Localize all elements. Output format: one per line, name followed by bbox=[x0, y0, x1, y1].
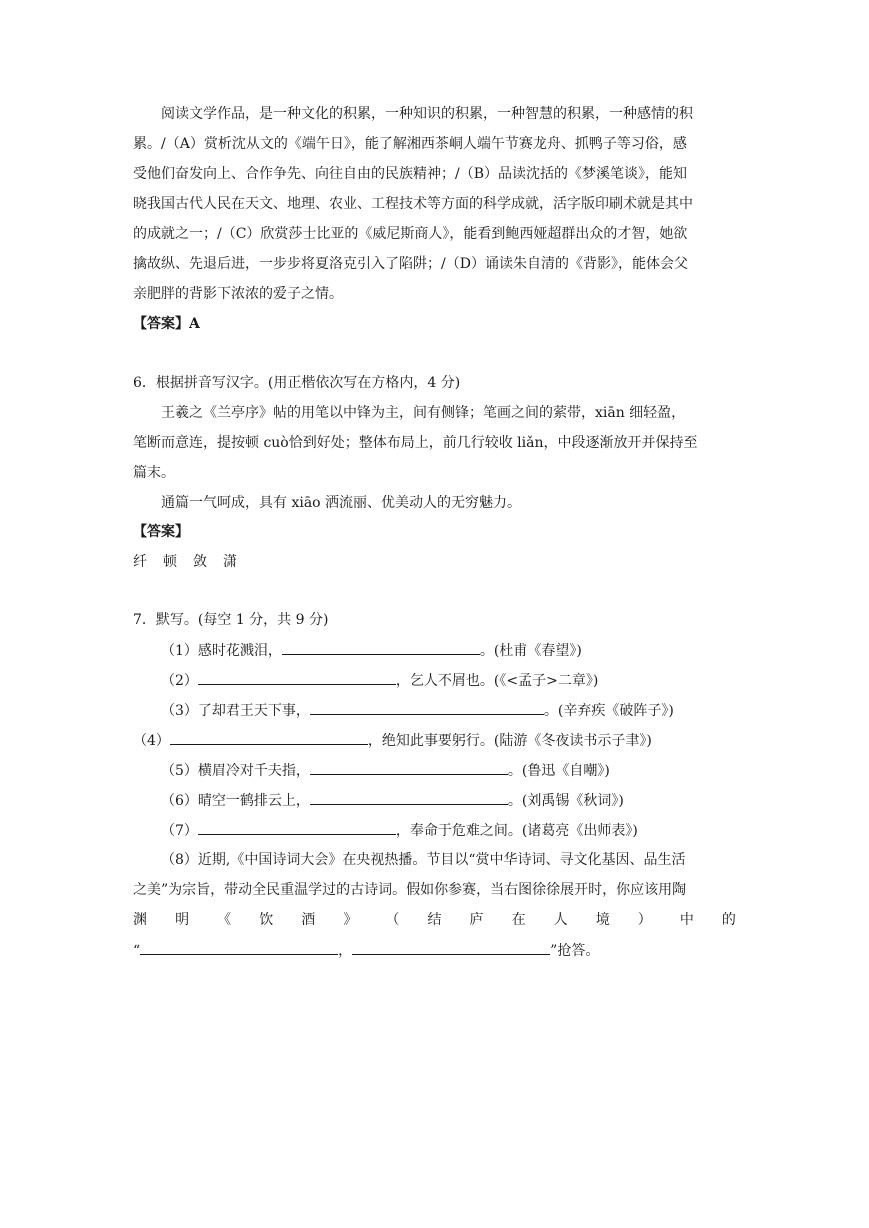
q7-item-8-token: 酒 bbox=[301, 912, 316, 928]
q7-item-8-line-3 bbox=[133, 910, 736, 930]
q7-item-4-pre: （4） bbox=[133, 733, 170, 749]
q7-item-5-pre: （5）横眉冷对千夫指， bbox=[161, 763, 310, 779]
q7-item-8-token: 饮 bbox=[259, 912, 274, 928]
answer-blank[interactable] bbox=[310, 700, 544, 715]
q7-item-3 bbox=[161, 700, 674, 721]
q7-item-8-token: 人 bbox=[553, 912, 568, 928]
q7-item-2-pre: （2） bbox=[161, 673, 198, 689]
q6-answer-label: 【答案】 bbox=[133, 524, 189, 540]
q7-item-6-post: 。(刘禹锡《秋词》) bbox=[507, 793, 624, 809]
q6-answer-4: 潇 bbox=[223, 554, 237, 570]
answer-blank[interactable] bbox=[170, 730, 368, 745]
answer-blank[interactable] bbox=[352, 940, 550, 955]
passage-line-7: 亲肥胖的背影下浓浓的爱子之情。 bbox=[133, 286, 343, 302]
passage-line-1: 阅读文学作品，是一种文化的积累，一种知识的积累，一种智慧的积累，一种感情的积 bbox=[161, 106, 693, 122]
q7-item-7-pre: （7） bbox=[161, 823, 198, 839]
answer-blank[interactable] bbox=[198, 820, 396, 835]
passage-line-3: 受他们奋发向上、合作争先、向往自由的民族精神；/（B）品读沈括的《梦溪笔谈》，能知 bbox=[133, 166, 688, 182]
q7-item-2-post: ，乞人不屑也。(《<孟子>二章》) bbox=[395, 673, 599, 689]
q7-item-8-token: 明 bbox=[175, 912, 190, 928]
q7-item-8-token: ） bbox=[637, 912, 652, 928]
q7-item-8-line-2: 之美”为宗旨，带动全民重温学过的古诗词。假如你参赛，当右图徐徐展开时，你应该用陶 bbox=[133, 882, 687, 898]
q7-item-8-token: 境 bbox=[595, 912, 610, 928]
q7-item-4-post: ，绝知此事要躬行。(陆游《冬夜读书示子聿》) bbox=[367, 733, 652, 749]
q7-title: 7．默写。(每空 1 分，共 9 分) bbox=[133, 612, 329, 628]
q7-item-8-line-1: （8）近期,《中国诗词大会》在央视热播。节目以“赏中华诗词、寻文化基因、品生活 bbox=[161, 852, 686, 868]
q7-item-8-token: 庐 bbox=[469, 912, 484, 928]
answer-blank[interactable] bbox=[198, 670, 396, 685]
answer-blank[interactable] bbox=[310, 760, 508, 775]
q7-item-1-post: 。(杜甫《春望》) bbox=[479, 643, 582, 659]
q7-item-8-token: 的 bbox=[721, 912, 736, 928]
q7-item-8-token: 结 bbox=[427, 912, 442, 928]
passage-line-5: 的成就之一；/（C）欣赏莎士比亚的《威尼斯商人》，能看到鲍西娅超群出众的才智，她欲 bbox=[133, 226, 688, 242]
q7-item-8-token: 中 bbox=[679, 912, 694, 928]
passage-line-2: 累。/（A）赏析沈从文的《端午日》，能了解湘西茶峒人端午节赛龙舟、抓鸭子等习俗，感 bbox=[133, 136, 687, 152]
q6-line-1: 王羲之《兰亭序》帖的用笔以中锋为主，间有侧锋；笔画之间的萦带，xiān 细轻盈， bbox=[161, 405, 686, 421]
q6-answer-2: 顿 bbox=[163, 554, 177, 570]
q7-item-8-token: 》 bbox=[343, 912, 358, 928]
comma: ， bbox=[338, 943, 353, 959]
q6-line-2: 笔断而意连，提按顿 cuò恰到好处；整体布局上，前几行较收 liǎn，中段逐渐放开并保持至 bbox=[133, 435, 698, 451]
q7-item-1-pre: （1）感时花溅泪， bbox=[161, 643, 282, 659]
answer-blank[interactable] bbox=[140, 940, 338, 955]
q7-item-1 bbox=[161, 640, 582, 661]
q7-item-5 bbox=[161, 760, 610, 781]
q7-item-8-line-4 bbox=[133, 940, 599, 961]
passage-line-4: 晓我国古代人民在天文、地理、农业、工程技术等方面的科学成就，活字版印刷术就是其中 bbox=[133, 196, 693, 212]
q6-answer-3: 敛 bbox=[193, 554, 207, 570]
q6-line-3: 篇末。 bbox=[133, 465, 175, 481]
q7-item-8-token: 在 bbox=[511, 912, 526, 928]
answer-blank[interactable] bbox=[282, 640, 480, 655]
q7-item-8-token: 渊 bbox=[133, 912, 147, 928]
q7-item-6-pre: （6）晴空一鹤排云上， bbox=[161, 793, 310, 809]
q7-item-4 bbox=[133, 730, 652, 751]
q7-item-8-token: （ bbox=[385, 912, 400, 928]
open-quote: “ bbox=[133, 943, 141, 959]
q7-item-6 bbox=[161, 790, 624, 811]
q6-title: 6．根据拼音写汉字。(用正楷依次写在方格内，4 分) bbox=[133, 375, 461, 391]
q7-item-8-token: 《 bbox=[217, 912, 232, 928]
q7-item-3-post: 。(辛弃疾《破阵子》) bbox=[543, 703, 674, 719]
q7-item-2 bbox=[161, 670, 598, 691]
q6-answer-1: 纤 bbox=[133, 554, 147, 570]
answer-blank[interactable] bbox=[310, 790, 508, 805]
q7-item-7-post: ，奉命于危难之间。(诸葛亮《出师表》) bbox=[395, 823, 638, 839]
q7-item-5-post: 。(鲁迅《自嘲》) bbox=[507, 763, 610, 779]
q6-line-4: 通篇一气呵成，具有 xiāo 洒流丽、优美动人的无穷魅力。 bbox=[161, 495, 522, 511]
q7-item-7 bbox=[161, 820, 638, 841]
passage-line-6: 擒故纵、先退后进，一步步将夏洛克引入了陷阱；/（D）诵读朱自清的《背影》，能体会父 bbox=[133, 256, 688, 272]
q7-item-3-pre: （3）了却君王天下事， bbox=[161, 703, 310, 719]
passage-answer: 【答案】A bbox=[133, 316, 200, 332]
close-quote: ”抢答。 bbox=[550, 943, 600, 959]
